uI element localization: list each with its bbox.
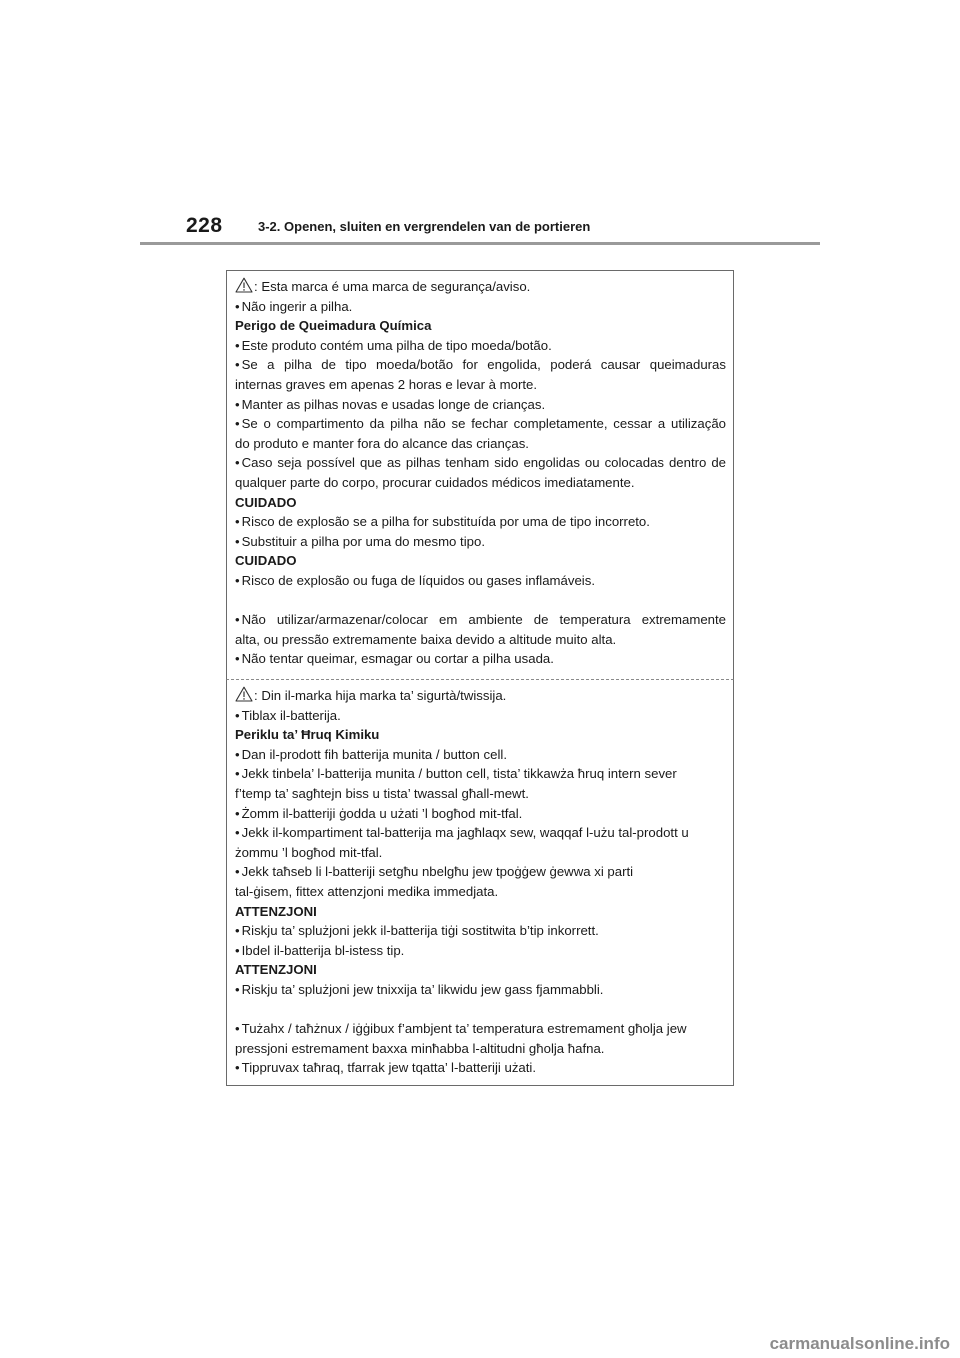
list-item-continuation: żommu ’l bogħod mit-tfal. [235, 844, 383, 860]
list-item: • Riskju ta’ splużjoni jew tnixxija ta’ likwidu jew gass fjammabbli. [235, 981, 604, 997]
section-heading: Perigo de Queimadura Química [235, 318, 432, 334]
caution-heading: ATTENZJONI [235, 903, 317, 919]
list-item: • Jekk il-kompartiment tal-batterija ma jagħlaqx sew, waqqaf l-użu tal-prodott u [235, 825, 689, 841]
caution-heading: ATTENZJONI [235, 962, 317, 978]
list-item: • Ibdel il-batterija bl-istess tip. [235, 942, 405, 958]
list-item: • Tiblax il-batterija. [235, 707, 341, 723]
list-item: • Se o compartimento da pilha não se fechar completamente, cessar a utilização [235, 416, 726, 432]
caution-heading: CUIDADO [235, 494, 297, 510]
list-item-continuation: internas graves em apenas 2 horas e levar à morte. [235, 376, 538, 392]
list-item: • Manter as pilhas novas e usadas longe de crianças. [235, 396, 546, 412]
list-item: • Tippruvax taħraq, tfarrak jew tqatta’ l-batteriji użati. [235, 1060, 537, 1076]
section-heading: Periklu ta’ Ħruq Kimiku [235, 727, 380, 743]
blank-line [235, 591, 726, 611]
list-item: • Caso seja possível que as pilhas tenham sido engolidas ou colocadas dentro de [235, 455, 726, 471]
blank-line [235, 1000, 726, 1020]
list-item: • Dan il-prodott fih batterija munita / button cell. [235, 746, 507, 762]
list-item-continuation: tal-ġisem, fittex attenzjoni medika immedjata. [235, 883, 499, 899]
list-item: • Riskju ta’ splużjoni jekk il-batterija tiġi sostitwita b’tip inkorrett. [235, 923, 599, 939]
warning-box-portuguese [226, 270, 734, 680]
list-item-continuation: f’temp ta’ sagħtejn biss u tista’ twassal għall-mewt. [235, 785, 529, 801]
list-item: • Substituir a pilha por uma do mesmo tipo. [235, 533, 485, 549]
list-item: • Se a pilha de tipo moeda/botão for engolida, poderá causar queimaduras [235, 357, 726, 373]
list-item-continuation: pressjoni estremament baxxa minħabba l-altitudni għolja ħafna. [235, 1040, 605, 1056]
warning-text-maltese [235, 686, 726, 1078]
warning-triangle-icon [235, 277, 253, 293]
list-item: • Não ingerir a pilha. [235, 298, 353, 314]
list-item-continuation: do produto e manter fora do alcance das crianças. [235, 435, 529, 451]
warning-mark-line [235, 277, 726, 297]
warning-text-portuguese [235, 277, 726, 669]
chapter-title: 3-2. Openen, sluiten en vergrendelen van de portieren [258, 219, 591, 234]
list-item: • Não tentar queimar, esmagar ou cortar a pilha usada. [235, 651, 554, 667]
list-item: • Jekk taħseb li l-batteriji setgħu nbelgħu jew tpoġġew ġewwa xi parti [235, 864, 634, 880]
list-item: • Jekk tinbela’ l-batterija munita / button cell, tista’ tikkawża ħruq intern sever [235, 766, 677, 782]
list-item: • Este produto contém uma pilha de tipo moeda/botão. [235, 337, 552, 353]
site-watermark: carmanualsonline.info [769, 1334, 950, 1353]
page-number: 228 [186, 214, 223, 237]
list-item: • Risco de explosão se a pilha for substituída por uma de tipo incorreto. [235, 514, 650, 530]
list-item: • Tużahx / taħżnux / iġġibux f’ambjent ta’ temperatura estremament għolja jew [235, 1021, 687, 1037]
list-item-continuation: alta, ou pressão extremamente baixa devido a altitude muito alta. [235, 631, 617, 647]
header-divider [140, 242, 820, 245]
list-item-continuation: qualquer parte do corpo, procurar cuidados médicos imediatamente. [235, 474, 635, 490]
warning-mark-line [235, 686, 726, 706]
caution-heading: CUIDADO [235, 553, 297, 569]
list-item: • Żomm il-batteriji ġodda u użati ’l bogħod mit-tfal. [235, 805, 523, 821]
warning-mark-text: : Din il-marka hija marka ta’ sigurtà/twissija. [254, 688, 507, 703]
warning-box-maltese [226, 680, 734, 1086]
warning-mark-text: : Esta marca é uma marca de segurança/aviso. [254, 279, 531, 294]
list-item: • Não utilizar/armazenar/colocar em ambiente de temperatura extremamente [235, 612, 726, 628]
warning-triangle-icon [235, 686, 253, 702]
page-header [140, 212, 820, 248]
list-item: • Risco de explosão ou fuga de líquidos ou gases inflamáveis. [235, 572, 595, 588]
